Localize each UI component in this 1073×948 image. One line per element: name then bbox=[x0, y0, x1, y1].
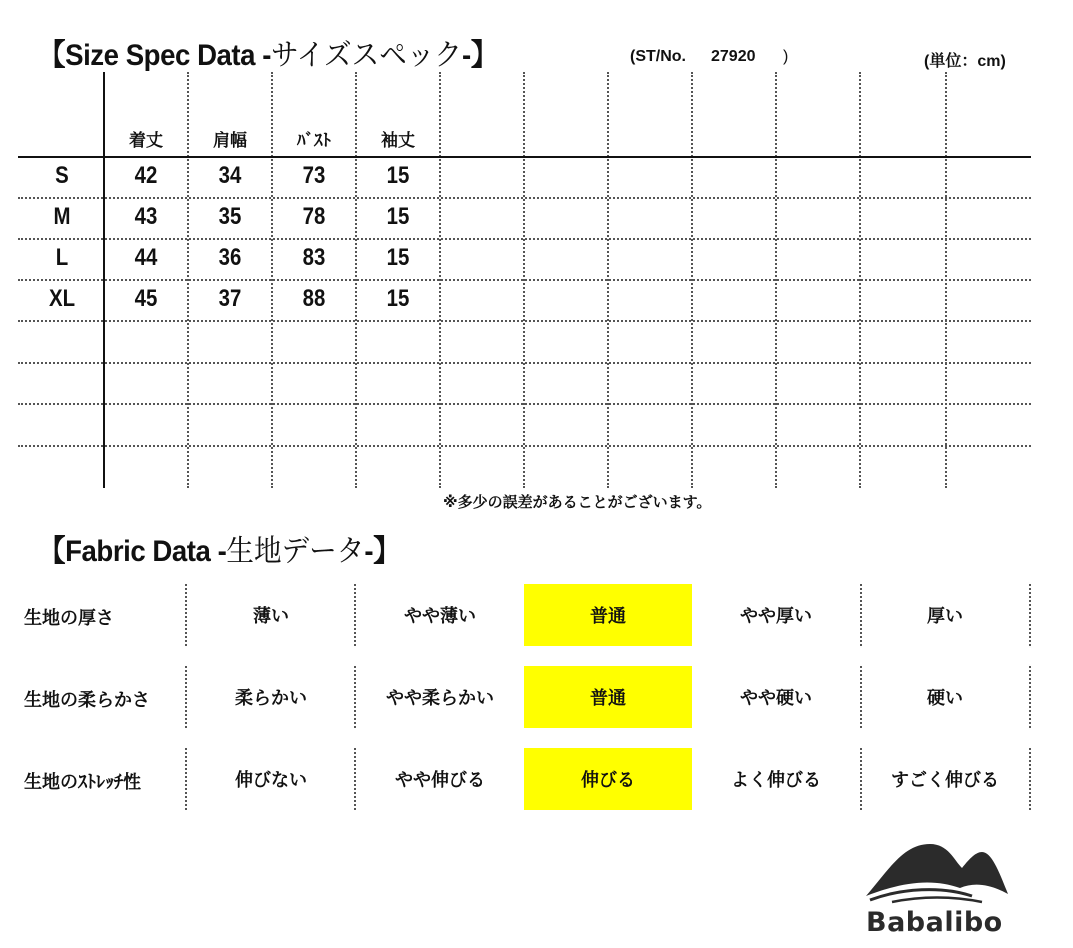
table-cell: 83 bbox=[302, 244, 326, 271]
size-spec-title-en: 【Size Spec Data - bbox=[38, 39, 272, 72]
grid-hline bbox=[18, 445, 1031, 447]
size-label: M bbox=[53, 203, 71, 230]
fabric-option-selected: 伸びる bbox=[524, 748, 692, 810]
grid-hline bbox=[18, 320, 1031, 322]
table-cell: 37 bbox=[218, 285, 242, 312]
table-cell: 35 bbox=[218, 203, 242, 230]
fabric-divider bbox=[1029, 584, 1031, 646]
size-label: L bbox=[55, 244, 69, 271]
grid-hline bbox=[18, 362, 1031, 364]
size-label: XL bbox=[48, 285, 76, 312]
fabric-option: 薄い bbox=[253, 606, 289, 627]
fabric-option: よく伸びる bbox=[731, 770, 821, 791]
grid-hline bbox=[18, 197, 1031, 199]
table-cell: 34 bbox=[218, 162, 242, 189]
table-cell: 78 bbox=[302, 203, 326, 230]
column-header: ﾊﾞｽﾄ bbox=[297, 131, 331, 151]
column-header: 着丈 bbox=[129, 131, 163, 151]
fabric-title-en: 【Fabric Data - bbox=[38, 535, 227, 568]
fabric-option: 柔らかい bbox=[235, 688, 307, 709]
st-number: 27920 bbox=[711, 48, 756, 65]
grid-hline bbox=[18, 238, 1031, 240]
table-cell: 36 bbox=[218, 244, 242, 271]
table-cell: 15 bbox=[386, 203, 410, 230]
fabric-stretch-label: 生地のｽﾄﾚｯﾁ性 bbox=[24, 772, 141, 793]
size-spec-title-jp: サイズスペック bbox=[271, 38, 463, 73]
tolerance-note: ※多少の誤差があることがございます。 bbox=[443, 493, 712, 511]
fabric-option: 厚い bbox=[927, 606, 963, 627]
grid-hline bbox=[18, 156, 1031, 158]
column-header: 袖丈 bbox=[381, 131, 415, 151]
grid-hline bbox=[18, 403, 1031, 405]
size-label: S bbox=[55, 162, 69, 189]
fabric-option-selected: 普通 bbox=[524, 584, 692, 646]
table-cell: 42 bbox=[134, 162, 158, 189]
fabric-option-selected: 普通 bbox=[524, 666, 692, 728]
size-spec-title-end: -】 bbox=[462, 39, 498, 72]
fabric-option: やや柔らかい bbox=[386, 688, 494, 709]
fabric-data-title bbox=[38, 526, 400, 570]
fabric-option: 伸びない bbox=[235, 770, 307, 791]
st-label: (ST/No. bbox=[630, 48, 686, 65]
table-cell: 45 bbox=[134, 285, 158, 312]
fabric-option: やや薄い bbox=[404, 606, 476, 627]
fabric-softness-label: 生地の柔らかさ bbox=[24, 690, 150, 711]
table-cell: 88 bbox=[302, 285, 326, 312]
fabric-option: すごく伸びる bbox=[891, 770, 999, 791]
table-cell: 73 bbox=[302, 162, 326, 189]
fabric-divider bbox=[1029, 748, 1031, 810]
fabric-option: やや硬い bbox=[740, 688, 812, 709]
unit-label: (単位：cm) bbox=[924, 53, 1006, 70]
fabric-thickness-label: 生地の厚さ bbox=[24, 608, 114, 629]
fabric-option: やや伸びる bbox=[395, 770, 485, 791]
fabric-divider bbox=[1029, 666, 1031, 728]
table-cell: 43 bbox=[134, 203, 158, 230]
table-cell: 15 bbox=[386, 162, 410, 189]
table-cell: 15 bbox=[386, 244, 410, 271]
fabric-title-end: -】 bbox=[364, 535, 401, 568]
fabric-title-jp: 生地データ bbox=[226, 534, 365, 569]
fabric-option: やや厚い bbox=[740, 606, 812, 627]
brand-logo-text: Babalibo bbox=[866, 907, 1003, 938]
size-spec-title bbox=[38, 30, 498, 74]
column-header: 肩幅 bbox=[213, 131, 247, 151]
fabric-option: 硬い bbox=[927, 688, 963, 709]
table-cell: 15 bbox=[386, 285, 410, 312]
grid-hline bbox=[18, 279, 1031, 281]
table-cell: 44 bbox=[134, 244, 158, 271]
st-close: ) bbox=[783, 48, 789, 65]
